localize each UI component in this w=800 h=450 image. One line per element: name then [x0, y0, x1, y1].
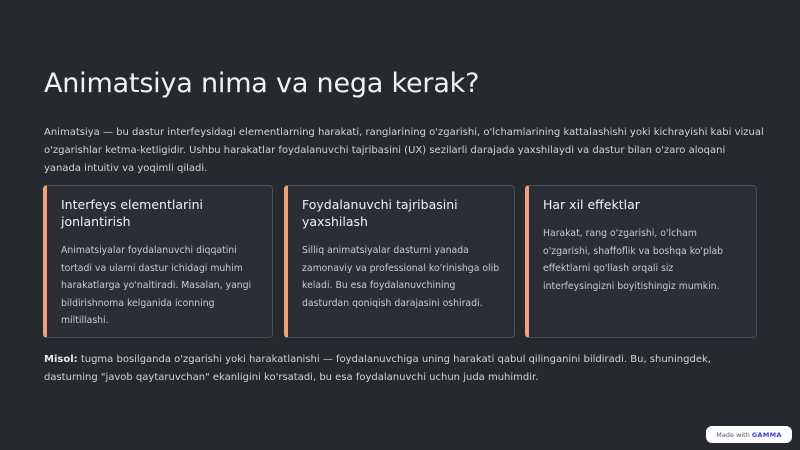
- badge-prefix: Made with: [716, 430, 750, 439]
- example-text: tugma bosilganda o'zgarishi yoki harakatlanishi — foydalanuvchiga uning harakati qabul qilinganini bildiradi. Bu, shuningdek, dasturning "javob qaytaruvchan" ekanligini ko'rsatadi, bu esa foydalanuvchi uchun juda muhimdir.: [44, 354, 711, 383]
- gamma-logo: GAMMA: [751, 430, 782, 439]
- card-body: Silliq animatsiyalar dasturni yanada zamonaviy va professional ko'rinishga olib keladi. Bu esa foydalanuvchining dasturdan qoniqish darajasini oshiradi.: [302, 245, 500, 309]
- card-row: [43, 185, 757, 338]
- card-title: Foydalanuvchi tajribasini yaxshilash: [302, 197, 458, 229]
- card-interface-elements: [43, 185, 273, 338]
- example-label: Misol:: [44, 354, 78, 365]
- card-user-experience: [284, 185, 515, 338]
- card-effects: [525, 185, 757, 338]
- made-with-gamma-badge[interactable]: [706, 426, 792, 443]
- slide-title: Animatsiya nima va nega kerak?: [44, 68, 480, 99]
- card-body: Harakat, rang o'zgarishi, o'lcham o'zgarishi, shaffoflik va boshqa ko'plab effektlarni qo'llash orqali siz interfeysingizni boyitishingiz mumkin.: [543, 228, 724, 292]
- card-title: Interfeys elementlarini jonlantirish: [61, 197, 203, 229]
- example-paragraph: [44, 351, 764, 387]
- card-body: Animatsiyalar foydalanuvchi diqqatini tortadi va ularni dastur ichidagi muhim harakatlarga yo'naltiradi. Masalan, yangi bildirishnoma kelganida iconning miltillashi.: [61, 245, 252, 326]
- intro-paragraph: Animatsiya — bu dastur interfeysidagi elementlarning harakati, ranglarining o'zgarishi, o'lchamlarining kattalashishi yoki kichrayishi kabi vizual o'zgarishlar ketma-ketligidir. Ushbu harakatlar foydalanuvchi tajribasini (UX) sezilarli darajada yaxshilaydi va dastur bilan o'zaro aloqani yanada intuitiv va yoqimli qiladi.: [44, 127, 764, 174]
- card-title: Har xil effektlar: [543, 197, 640, 212]
